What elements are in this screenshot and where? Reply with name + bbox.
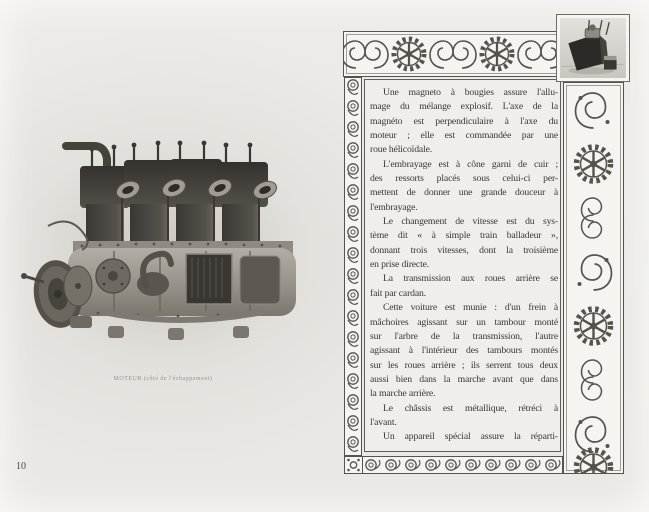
text-line: magnéto est perpendiculaire à l'axe du: [370, 115, 558, 127]
text-line: mage du mélange explosif. L'axe de la: [370, 101, 558, 113]
text-line: la marche arrière.: [370, 388, 436, 400]
text-line: Une magneto à bougies assure l'allu-: [383, 87, 558, 98]
ornament-bottom-band: [344, 456, 563, 474]
text-line: fait par cardan.: [370, 287, 426, 299]
magneto-photo: [560, 18, 626, 78]
text-line: en prise directe.: [370, 259, 430, 271]
text-line: sur les roues arrière ; ils serrent tous deux: [370, 359, 558, 371]
ornament-top-band: [343, 31, 563, 77]
illustration-caption: MOTEUR (côté de l'échappement): [113, 376, 213, 382]
page-number: 10: [16, 461, 26, 472]
body-text: [370, 86, 558, 445]
text-line: l'embrayage.: [370, 201, 418, 213]
text-line: agissant à l'intérieur des tambours montés: [370, 345, 558, 357]
text-line: moteur ; elle est commandée par une: [370, 130, 558, 142]
photo-frame: [556, 14, 630, 82]
text-line: La transmission aux roues arrière se: [383, 273, 558, 285]
text-line: L'embrayage est à cône garni de cuir ;: [383, 158, 558, 170]
text-line: des ressorts placés sous celui-ci per-: [370, 173, 558, 185]
engine-illustration: [18, 126, 308, 384]
text-line: Un appareil spécial assure la réparti-: [383, 431, 558, 443]
text-line: Cette voiture est munie : d'un frein à: [383, 302, 558, 314]
text-line: mettent de donner une grande douceur à: [370, 187, 558, 199]
ornament-right-band: [563, 82, 624, 474]
ornament-corner: [345, 457, 363, 474]
text-line: Le châssis est métallique, rétréci à: [383, 402, 558, 414]
text-line: donnant trois vitesses, dont la troisième: [370, 244, 558, 256]
text-line: aussi bien dans la marche avant que dans: [370, 373, 558, 385]
text-line: sur l'arbre de la transmission, l'autre: [370, 330, 558, 342]
text-line: roue hélicoïdale.: [370, 144, 433, 156]
text-line: tème dit « à simple train balladeur »,: [370, 230, 558, 242]
text-line: Le changement de vitesse est du sys-: [383, 216, 558, 228]
text-line: mâchoires agissant sur un tambour monté: [370, 316, 558, 328]
ornament-left-band: [344, 77, 362, 456]
text-line: l'avant.: [370, 416, 397, 428]
